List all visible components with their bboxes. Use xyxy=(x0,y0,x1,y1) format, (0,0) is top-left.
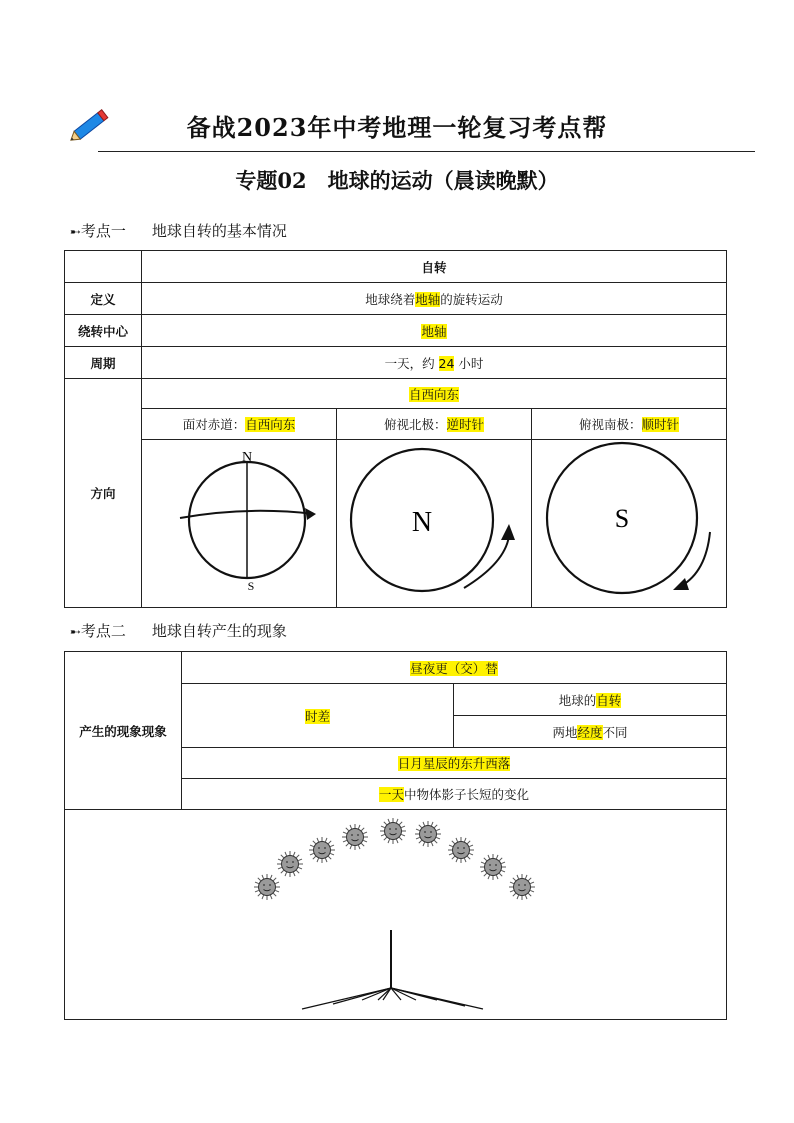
highlight-longitude: 经度 xyxy=(577,724,603,740)
sun-path-illustration-cell xyxy=(65,810,727,1020)
highlight-hours: 24 xyxy=(438,355,455,371)
sun-icon xyxy=(509,874,535,900)
diagram-north-cell xyxy=(337,440,532,608)
page-title: 备战2023年中考地理一轮复习考点帮 xyxy=(186,113,608,142)
page-subtitle: 专题02 地球的运动（晨读晚默） xyxy=(235,168,559,193)
row-label-period: 周期 xyxy=(65,347,142,379)
highlight-rotation: 自转 xyxy=(596,692,622,708)
view-equator-cell: 面对赤道：自西向东 xyxy=(142,409,337,440)
diagram-south-cell xyxy=(532,440,727,608)
highlight-axis: 地轴 xyxy=(415,291,441,307)
sun-icon xyxy=(415,821,441,847)
corner-cell xyxy=(65,251,142,283)
sun-path-illustration xyxy=(65,810,727,1019)
sun-icon xyxy=(254,874,280,900)
north-pole-diagram xyxy=(337,440,532,607)
rotation-phenomena-table xyxy=(64,651,727,1020)
sun-icon xyxy=(380,818,406,844)
highlight-time-diff: 时差 xyxy=(304,708,330,724)
highlight-sun-motion: 日月星辰的东升西落 xyxy=(397,756,511,771)
north-pole-letter: N xyxy=(411,507,433,538)
center-cell xyxy=(142,315,727,347)
section2-label: 考点二 xyxy=(80,622,126,640)
rotation-basics-table xyxy=(64,250,727,608)
cause-longitude-cell: 两地经度不同 xyxy=(454,716,727,748)
highlight-direction: 自西向东 xyxy=(408,386,459,402)
north-letter-small: N xyxy=(241,450,253,465)
sun-icon xyxy=(309,837,335,863)
south-letter-small: S xyxy=(247,579,255,593)
south-pole-letter: S xyxy=(614,504,630,533)
section1-label: 考点一 xyxy=(80,222,126,240)
section1-heading xyxy=(70,220,287,241)
day-night-cell xyxy=(182,652,727,684)
sun-icon xyxy=(342,824,368,850)
sun-icon xyxy=(480,854,506,880)
arrow-icon: ➸ xyxy=(70,225,81,240)
arrow-icon: ➸ xyxy=(70,625,81,640)
row-label-direction: 方向 xyxy=(65,379,142,608)
south-pole-diagram xyxy=(532,440,727,607)
period-cell: 一天，约 24 小时 xyxy=(142,347,727,379)
row-label-phenomena: 产生的现象现象 xyxy=(65,652,182,810)
globe-side-diagram xyxy=(142,440,337,607)
shadow-line xyxy=(391,988,483,1009)
highlight-view-north: 逆时针 xyxy=(446,417,485,432)
diagram-equator-cell xyxy=(142,440,337,608)
time-diff-cell xyxy=(182,684,454,748)
highlight-center: 地轴 xyxy=(421,323,447,339)
section2-title: 地球自转产生的现象 xyxy=(151,622,287,640)
section1-title: 地球自转的基本情况 xyxy=(151,222,287,240)
highlight-view-equator: 自西向东 xyxy=(245,417,296,432)
highlight-day-night: 昼夜更（交）替 xyxy=(410,660,498,676)
shadow-cell: 一天中物体影子长短的变化 xyxy=(182,779,727,810)
sun-icon xyxy=(448,837,474,863)
cause-rotation-cell: 地球的自转 xyxy=(454,684,727,716)
row-label-center: 绕转中心 xyxy=(65,315,142,347)
direction-summary-cell xyxy=(142,379,727,409)
header-divider xyxy=(98,151,755,152)
highlight-one-day: 一天 xyxy=(378,787,404,802)
definition-cell: 地球绕着地轴的旋转运动 xyxy=(142,283,727,315)
sun-icon xyxy=(277,851,303,877)
row-label-definition: 定义 xyxy=(65,283,142,315)
col-header-rotation: 自转 xyxy=(142,251,727,283)
view-north-cell: 俯视北极：逆时针 xyxy=(337,409,532,440)
sun-motion-cell xyxy=(182,748,727,779)
section2-heading xyxy=(70,620,287,641)
highlight-view-south: 顺时针 xyxy=(641,417,680,432)
view-south-cell: 俯视南极：顺时针 xyxy=(532,409,727,440)
